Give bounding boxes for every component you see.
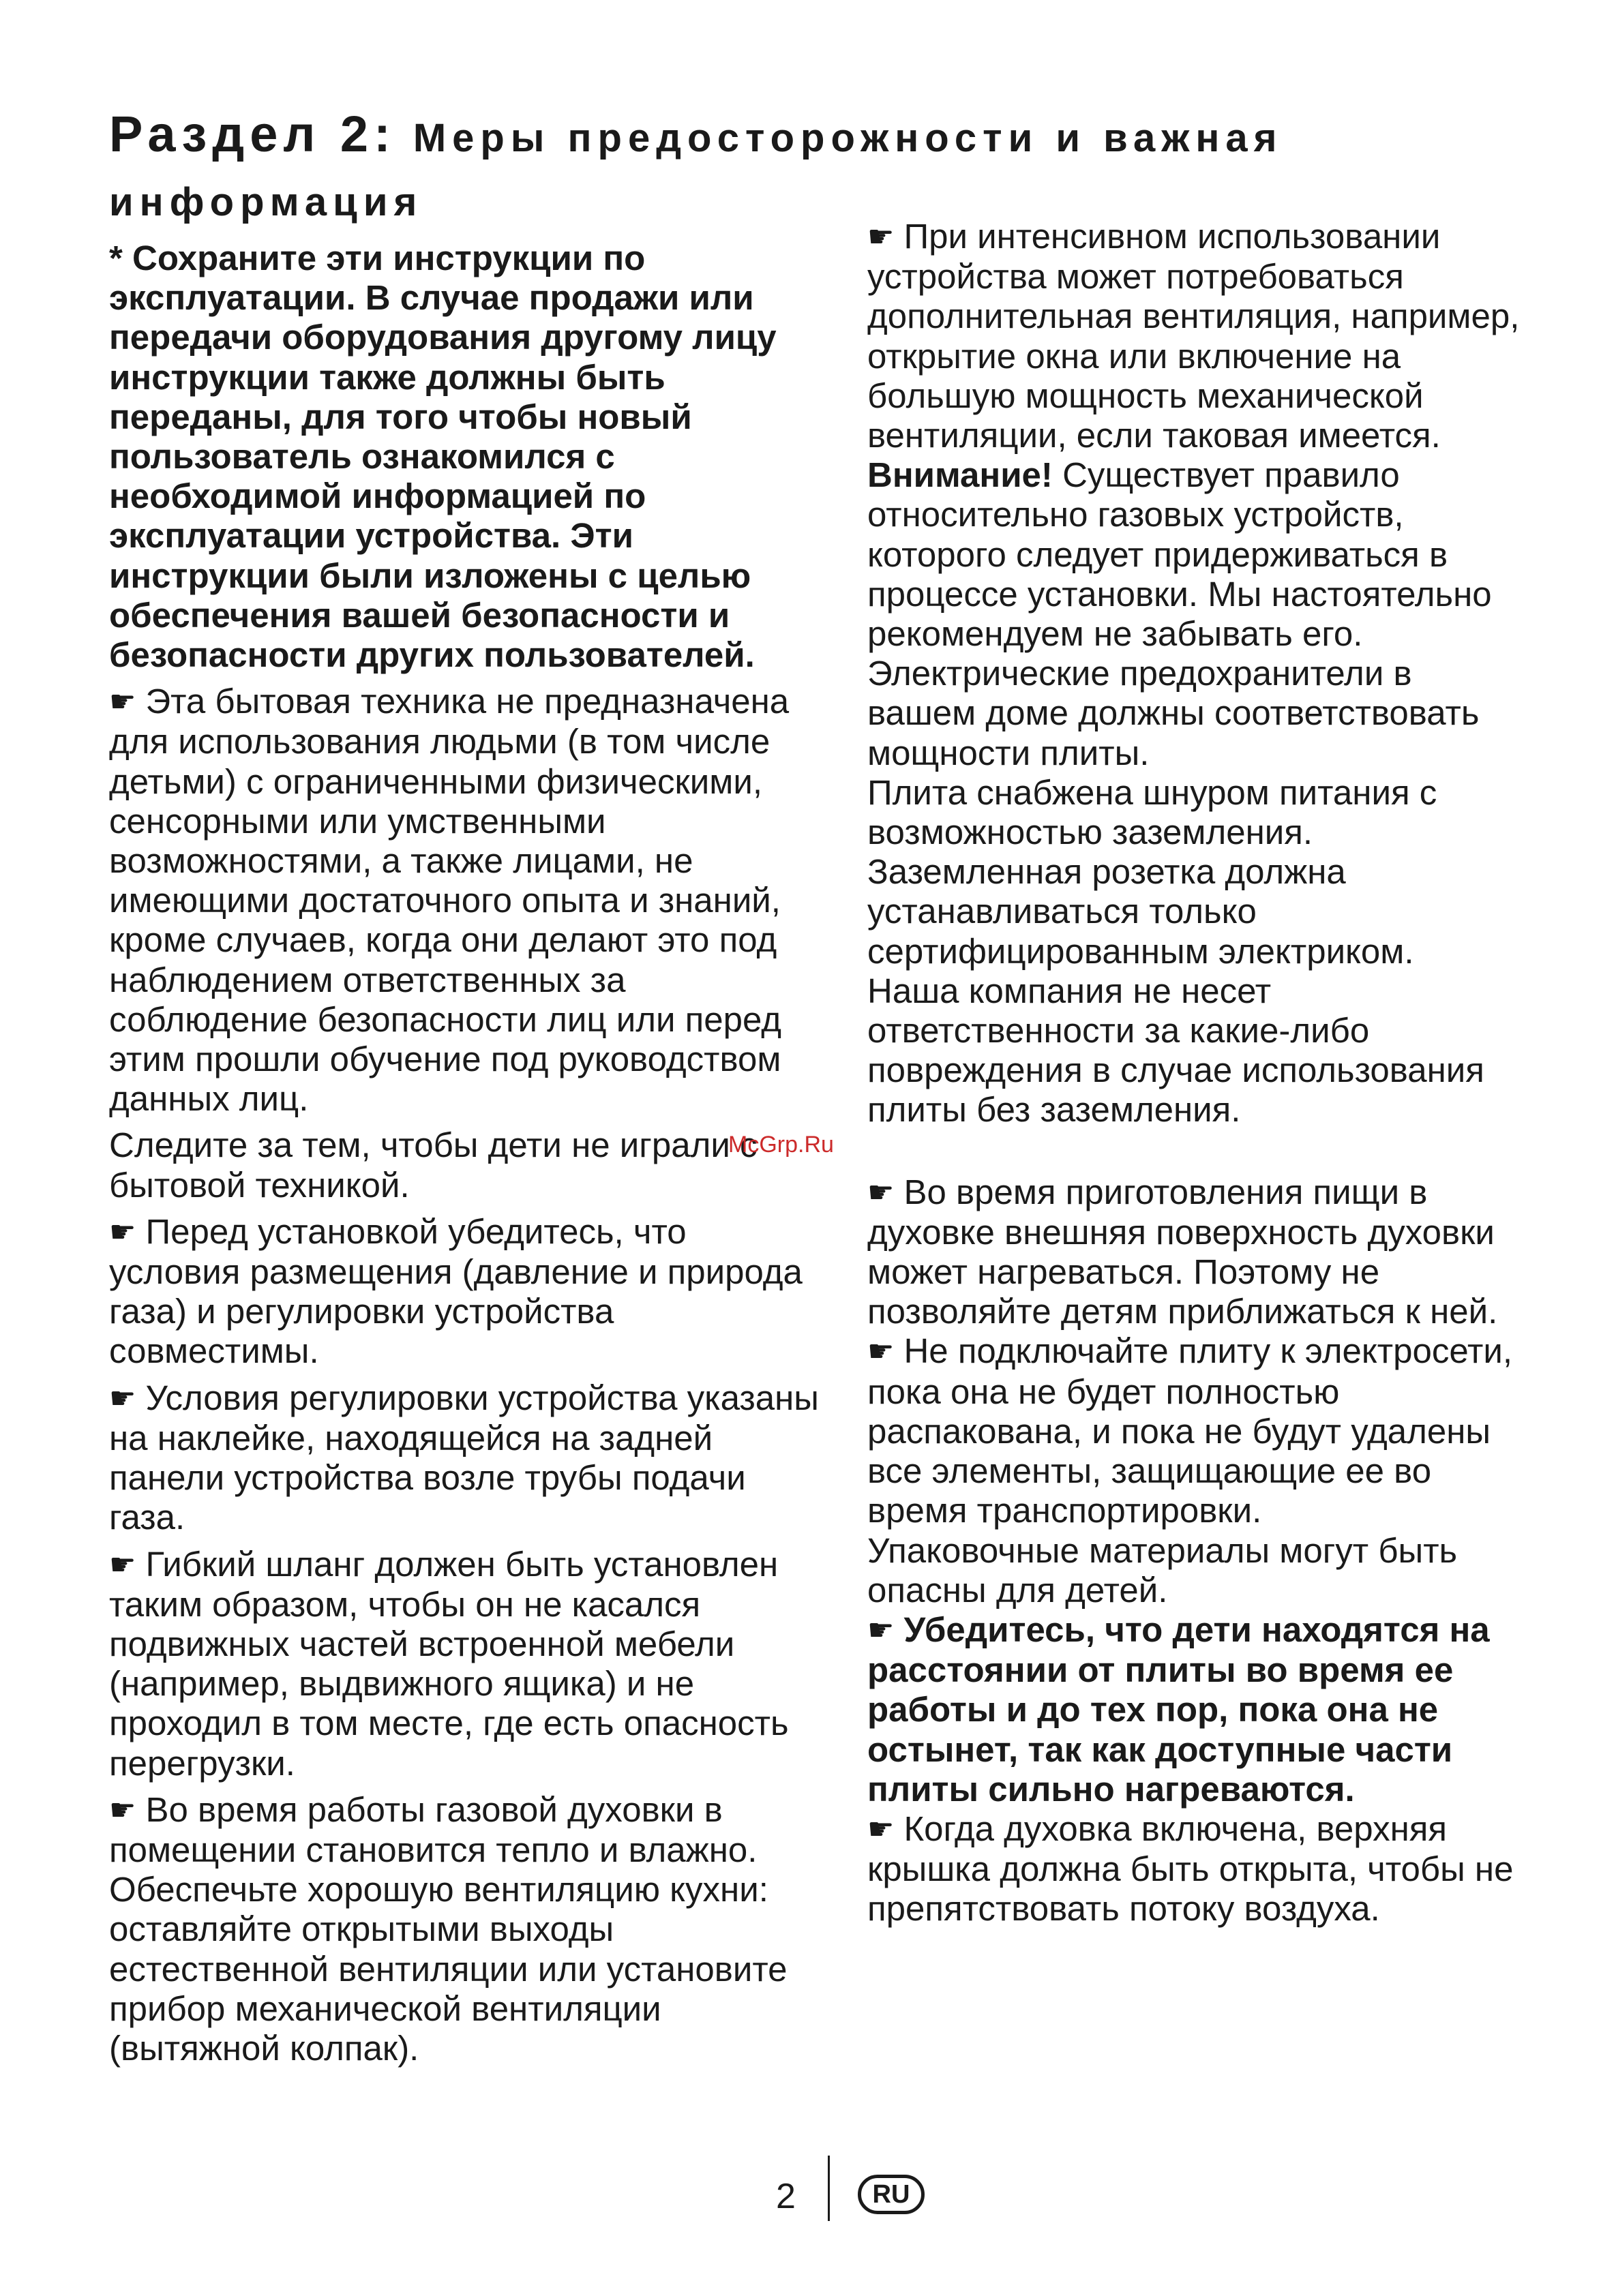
list-item [109, 682, 825, 1119]
list-item [109, 1378, 825, 1538]
list-item [109, 1790, 825, 2068]
pointing-hand-icon: ☛ [867, 1811, 895, 1847]
paragraph: Заземленная розетка должна устанавливаться только сертифицированным электриком. [867, 852, 1414, 971]
item-text: Перед установкой убедитесь, что условия размещения (давление и природа газа) и регулировки устройства совместимы. [109, 1211, 803, 1371]
section-title: Меры предосторожности и важная информация [109, 116, 1283, 224]
paragraph: Плита снабжена шнуром питания с возможностью заземления. [867, 772, 1437, 852]
warning-text: Существует правило относительно газовых устройств, которого следует придерживаться в процессе установки. Мы настоятельно рекомендуем не забывать его. [867, 455, 1492, 654]
watermark: McGrp.Ru [728, 1132, 834, 1158]
page-number: 2 [776, 2177, 796, 2216]
list-item [867, 1809, 1522, 1929]
language-badge: RU [858, 2175, 925, 2214]
pointing-hand-icon: ☛ [109, 1547, 136, 1582]
item-text: Во время приготовления пищи в духовке внешняя поверхность духовки может нагреваться. Поэтому не позволяйте детям приближаться к ней. [867, 1172, 1498, 1331]
pointing-hand-icon: ☛ [109, 1214, 136, 1250]
list-item [867, 217, 1522, 455]
left-column [109, 239, 825, 2068]
paragraph: Электрические предохранители в вашем доме должны соответствовать мощности плиты. [867, 654, 1480, 772]
item-text: Убедитесь, что дети находятся на расстоянии от плиты во время ее работы и до тех пор, пока она не остынет, так как доступные части плиты сильно нагреваются. [867, 1610, 1490, 1809]
item-text: Гибкий шланг должен быть установлен таким образом, чтобы он не касался подвижных частей встроенной мебели (например, выдвижного ящика) и не проходил в том месте, где есть опасность перегрузки. [109, 1544, 789, 1783]
item-text: Когда духовка включена, верхняя крышка должна быть открыта, чтобы не препятствовать потоку воздуха. [867, 1809, 1514, 1929]
pointing-hand-icon: ☛ [867, 1334, 895, 1370]
item-text: Эта бытовая техника не предназначена для использования людьми (в том числе детьми) с ограниченными физическими, сенсорными или умственными возможностями, а также лицами, не имеющими достаточного опыта и знаний, кроме случаев, когда они делают это под наблюдением ответственных за соблюдение безопасности лиц или перед этим прошли обучение под руководством данных лиц. [109, 682, 790, 1119]
item-text: Условия регулировки устройства указаны на наклейке, находящейся на задней панели устройства возле трубы подачи газа. [109, 1378, 819, 1537]
pointing-hand-icon: ☛ [867, 1612, 895, 1648]
pointing-hand-icon: ☛ [867, 220, 895, 254]
list-item [867, 1331, 1522, 1530]
item-text: При интенсивном использовании устройства может потребоваться дополнительная вентиляция, например, открытие окна или включение на большую мощность механической вентиляции, если таковая имеется. [867, 217, 1520, 455]
list-item [867, 1173, 1522, 1332]
footer-divider [828, 2156, 830, 2221]
warning-label: Внимание! [867, 455, 1053, 495]
intro-notice: * Сохраните эти инструкции по эксплуатации. В случае продажи или передачи оборудования другому лицу инструкции также должны быть переданы, для того чтобы новый пользователь ознакомился с необходимой информацией по эксплуатации устройства. Эти инструкции были изложены с целью обеспечения вашей безопасности и безопасности других пользователей. [109, 239, 777, 675]
right-column [867, 217, 1522, 1929]
section-heading [109, 102, 1507, 235]
pointing-hand-icon: ☛ [109, 684, 136, 720]
list-item [109, 1545, 825, 1783]
list-item [109, 1212, 825, 1372]
paragraph: Следите за тем, чтобы дети не играли с бытовой техникой. [109, 1126, 758, 1205]
warning-paragraph [867, 455, 1522, 654]
item-text: Во время работы газовой духовки в помещении становится тепло и влажно. Обеспечьте хорошую вентиляцию кухни: оставляйте открытыми выходы естественной вентиляции или установите прибор механической вентиляции (вытяжной колпак). [109, 1789, 788, 2068]
pointing-hand-icon: ☛ [109, 1792, 136, 1828]
list-item [867, 1610, 1522, 1809]
item-text: Не подключайте плиту к электросети, пока она не будет полностью распакована, и пока не будут удалены все элементы, защищающие ее во время транспортировки. [867, 1331, 1513, 1530]
paragraph: Наша компания не несет ответственности за какие-либо повреждения в случае использования плиты без заземления. [867, 971, 1484, 1130]
paragraph: Упаковочные материалы могут быть опасны для детей. [867, 1530, 1458, 1610]
pointing-hand-icon: ☛ [867, 1175, 895, 1210]
section-label: Раздел 2: [109, 106, 396, 162]
pointing-hand-icon: ☛ [109, 1380, 136, 1416]
